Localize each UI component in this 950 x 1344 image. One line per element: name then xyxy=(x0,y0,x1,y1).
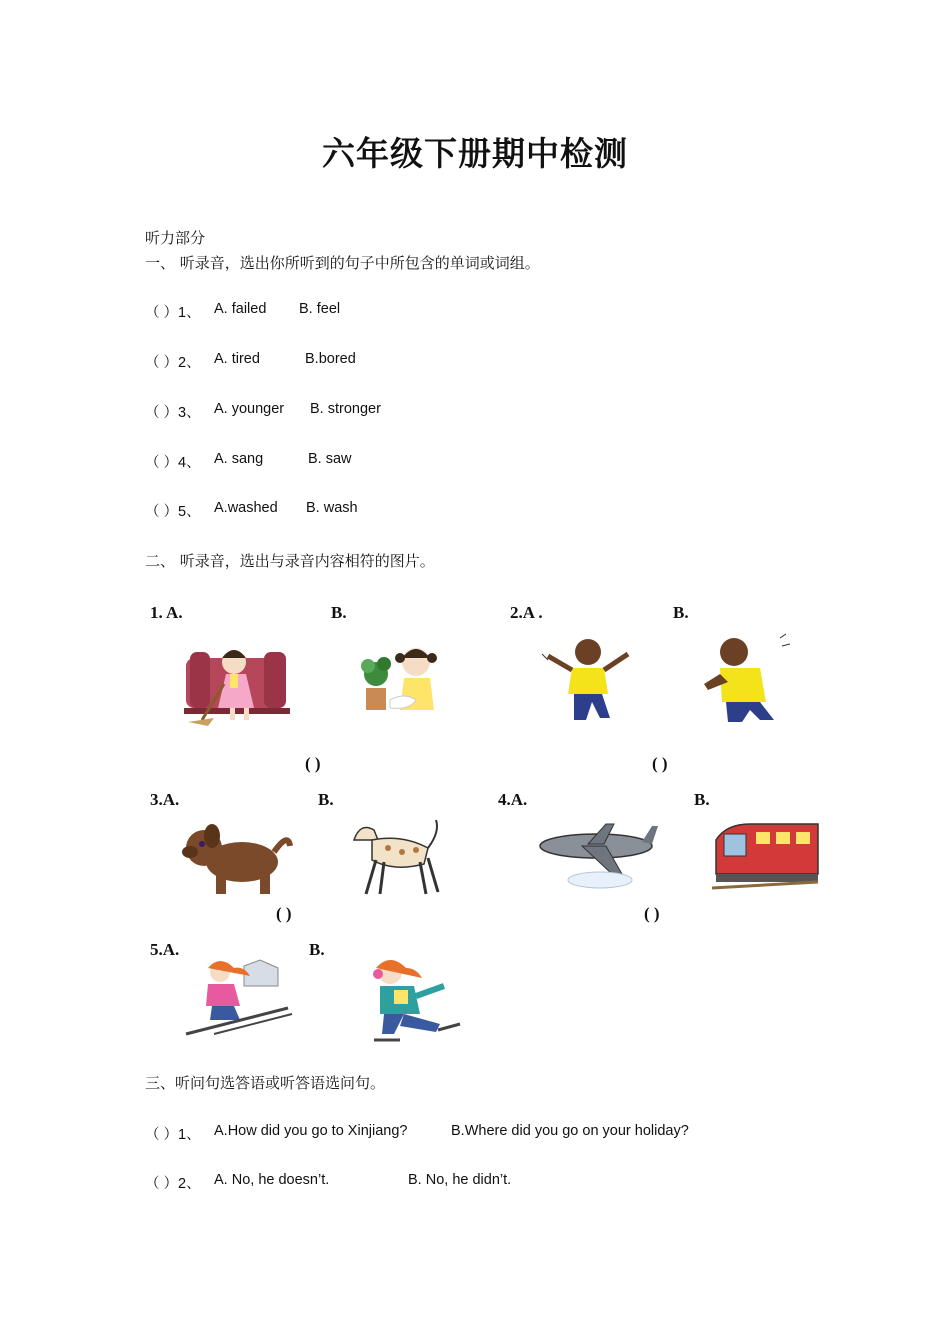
part3-option-b: B.Where did you go on your holiday? xyxy=(451,1123,689,1139)
q2-answer-paren: ( ) xyxy=(652,754,668,773)
part1-option-a: A. tired xyxy=(214,351,260,367)
part1-item-prefix: （ ）2、 xyxy=(145,355,201,371)
q3-option-b-image xyxy=(332,818,444,898)
q4-option-a-image xyxy=(538,822,658,894)
part1-option-a: A. younger xyxy=(214,401,285,417)
part3-option-a: A.How did you go to Xinjiang? xyxy=(214,1123,408,1139)
q1-option-a-image xyxy=(184,644,290,726)
q5-option-b-image xyxy=(360,956,468,1044)
part1-item-prefix: （ ）1、 xyxy=(145,305,201,321)
part1-option-a: A.washed xyxy=(214,500,278,516)
part3-item-prefix: （ ）2、 xyxy=(145,1176,201,1192)
q5-option-b-label: B. xyxy=(309,940,325,959)
q1-option-b-label: B. xyxy=(331,603,347,622)
q2-option-b-label: B. xyxy=(673,603,689,622)
part3-heading: 三、听问句选答语或听答语选问句。 xyxy=(145,1074,386,1092)
q5-option-a-image xyxy=(184,958,294,1036)
q5-option-a-label: 5.A. xyxy=(150,940,180,959)
q3-option-a-label: 3.A. xyxy=(150,790,180,809)
section-listening-label: 听力部分 xyxy=(145,229,206,247)
part1-item-prefix: （ ）3、 xyxy=(145,405,201,421)
q3-option-b-label: B. xyxy=(318,790,334,809)
part3-option-a: A. No, he doesn’t. xyxy=(214,1172,330,1188)
part1-heading: 一、 听录音，选出你所听到的句子中所包含的单词或词组。 xyxy=(145,254,540,272)
q1-answer-paren: ( ) xyxy=(305,754,321,773)
part3-option-b: B. No, he didn’t. xyxy=(408,1172,512,1188)
part1-option-a: A. failed xyxy=(214,301,267,317)
q4-option-a-label: 4.A. xyxy=(498,790,528,809)
part1-option-b: B. stronger xyxy=(310,401,381,417)
part1-option-b: B. wash xyxy=(306,500,358,516)
q1-option-a-label: 1. A. xyxy=(150,603,183,622)
part1-item-prefix: （ ）5、 xyxy=(145,504,201,520)
part1-option-b: B. saw xyxy=(308,451,352,467)
q3-answer-paren: ( ) xyxy=(276,904,292,923)
part1-option-b: B.bored xyxy=(305,351,356,367)
part1-option-a: A. sang xyxy=(214,451,264,467)
q4-option-b-label: B. xyxy=(694,790,710,809)
q2-option-b-image xyxy=(696,632,792,722)
q4-answer-paren: ( ) xyxy=(644,904,660,923)
part2-heading: 二、 听录音，选出与录音内容相符的图片。 xyxy=(145,552,435,570)
q1-option-b-image xyxy=(362,644,458,716)
part3-item-prefix: （ ）1、 xyxy=(145,1127,201,1143)
part1-option-b: B. feel xyxy=(299,301,341,317)
page-title: 六年级下册期中检测 xyxy=(322,134,628,173)
q2-option-a-label: 2.A . xyxy=(510,603,543,622)
part1-item-prefix: （ ）4、 xyxy=(145,455,201,471)
q3-option-a-image xyxy=(176,822,292,898)
q4-option-b-image xyxy=(712,820,818,890)
q2-option-a-image xyxy=(540,634,636,722)
